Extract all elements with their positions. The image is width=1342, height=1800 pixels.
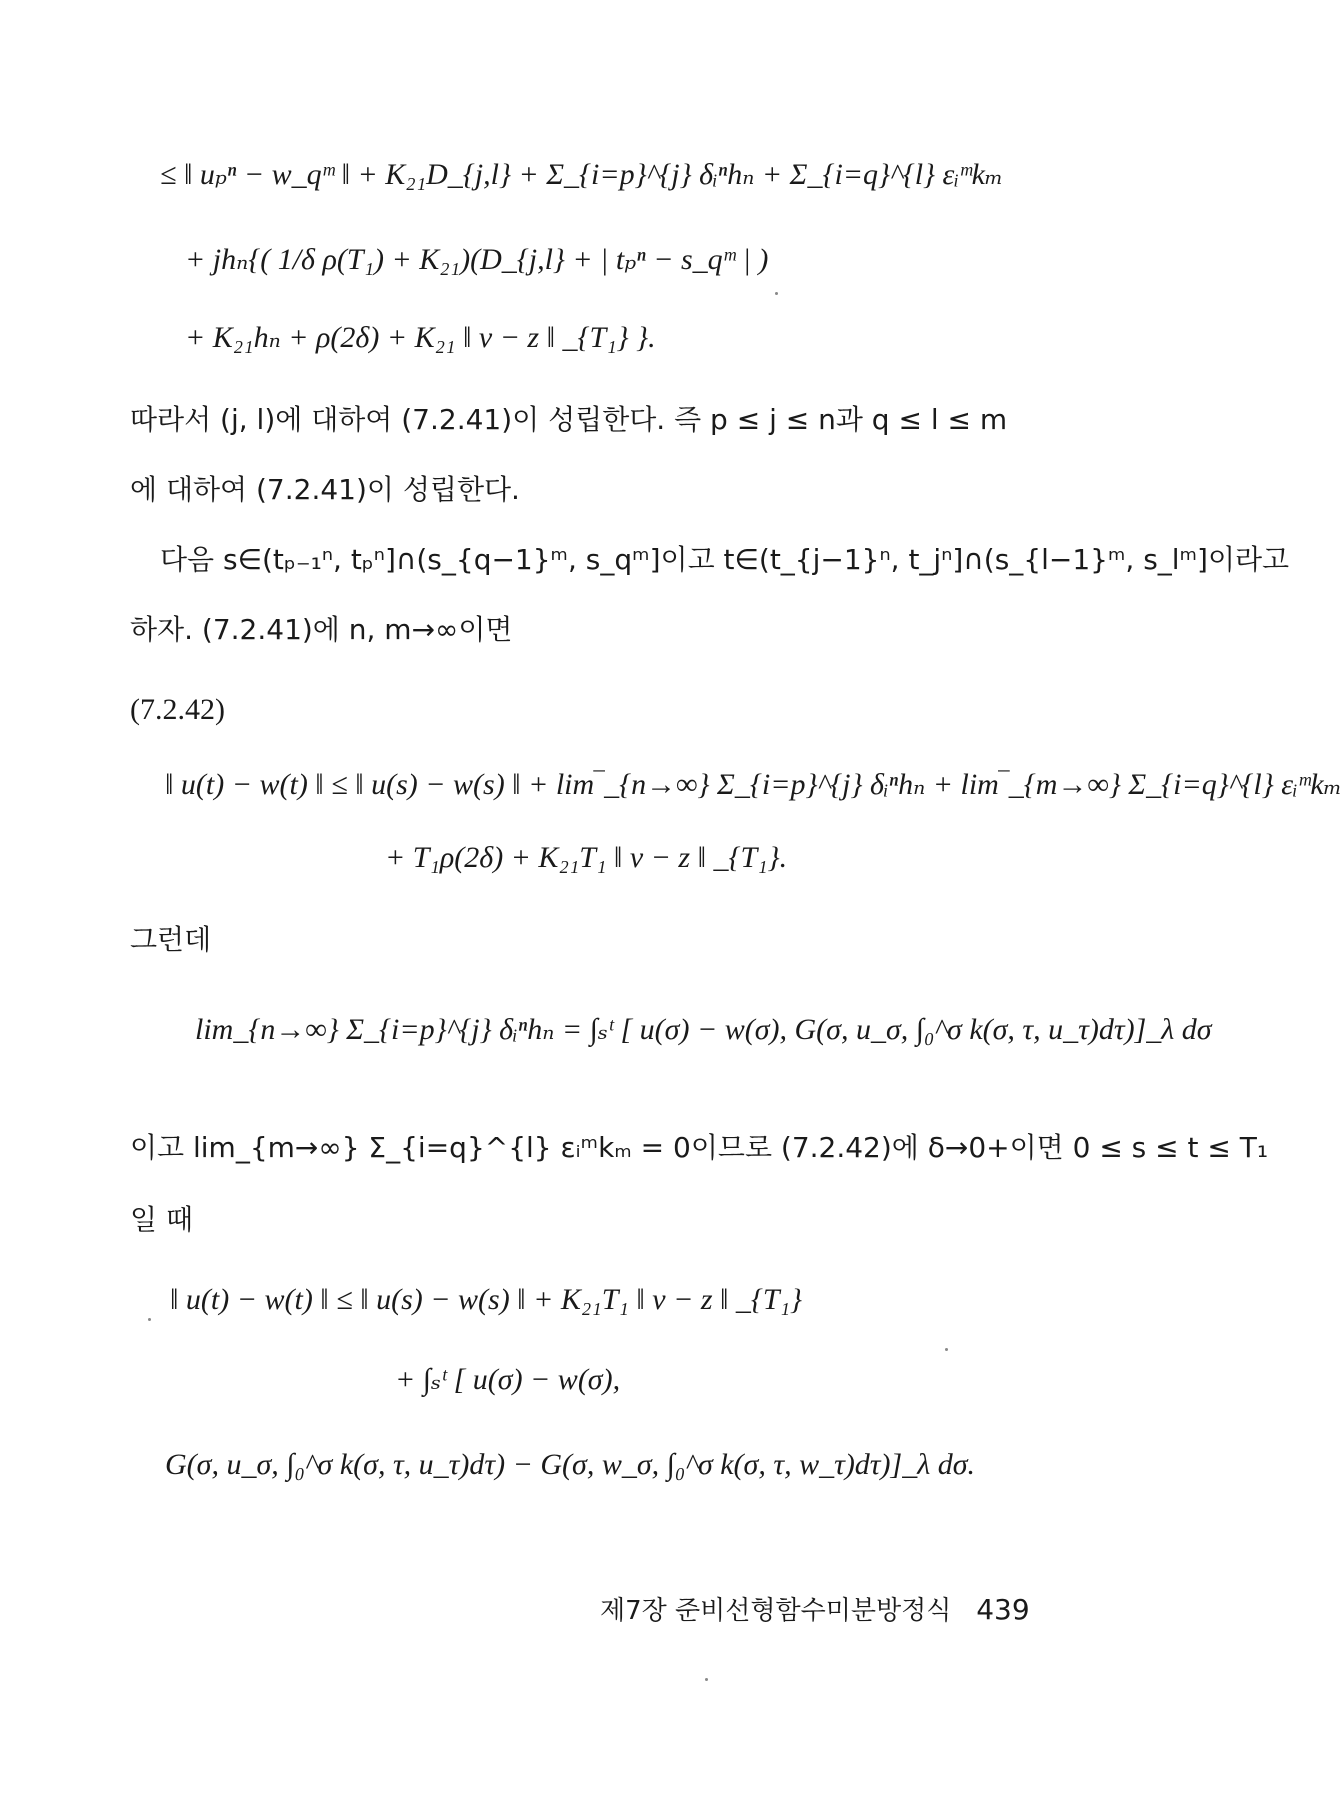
equation-line-4: ‖ u(t) − w(t) ‖ ≤ ‖ u(s) − w(s) ‖ + lim‾_{n→∞} Σ_{i=p}^{j} δᵢⁿhₙ + lim‾_{m→∞} Σ_{i=q}^{l} εᵢᵐkₘ (165, 768, 1342, 801)
scan-speck (705, 1678, 708, 1681)
paragraph-3: 그런데 (130, 923, 212, 956)
equation-line-2: + jhₙ{( 1/δ ρ(T₁) + K₂₁)(D_{j,l} + | tₚⁿ − s_qᵐ | ) (185, 243, 769, 276)
paragraph-4-line-2: 일 때 (130, 1203, 193, 1236)
equation-label: (7.2.42) (130, 693, 225, 726)
paragraph-2-line-2: 하자. (7.2.41)에 n, m→∞이면 (130, 613, 513, 646)
chapter-title: 제7장 준비선형함수미분방정식 (600, 1596, 952, 1626)
equation-line-3: + K₂₁hₙ + ρ(2δ) + K₂₁ ‖ v − z ‖ _{T₁} }. (185, 321, 656, 354)
page-number: 439 (976, 1593, 1030, 1626)
paragraph-4-line-1: 이고 lim_{m→∞} Σ_{i=q}^{l} εᵢᵐkₘ = 0이므로 (7.2.42)에 δ→0+이면 0 ≤ s ≤ t ≤ T₁ (130, 1131, 1269, 1164)
scan-speck (148, 1318, 151, 1321)
equation-line-6: lim_{n→∞} Σ_{i=p}^{j} δᵢⁿhₙ = ∫ₛᵗ [ u(σ) − w(σ), G(σ, u_σ, ∫₀^σ k(σ, τ, u_τ)dτ)]_λ dσ (195, 1013, 1212, 1046)
paragraph-2-line-1: 다음 s∈(tₚ₋₁ⁿ, tₚⁿ]∩(s_{q−1}ᵐ, s_qᵐ]이고 t∈(t_{j−1}ⁿ, t_jⁿ]∩(s_{l−1}ᵐ, s_lᵐ]이라고 (160, 543, 1290, 576)
paragraph-1-line-2: 에 대하여 (7.2.41)이 성립한다. (130, 473, 520, 506)
scan-speck (775, 292, 778, 295)
scan-speck (945, 1348, 948, 1351)
equation-line-5: + T₁ρ(2δ) + K₂₁T₁ ‖ v − z ‖ _{T₁}. (385, 841, 788, 874)
page-footer (600, 1590, 1030, 1627)
equation-line-7: ‖ u(t) − w(t) ‖ ≤ ‖ u(s) − w(s) ‖ + K₂₁T₁ ‖ v − z ‖ _{T₁} (170, 1283, 803, 1316)
paragraph-1-line-1: 따라서 (j, l)에 대하여 (7.2.41)이 성립한다. 즉 p ≤ j ≤ n과 q ≤ l ≤ m (130, 403, 1008, 436)
equation-line-8: + ∫ₛᵗ [ u(σ) − w(σ), (395, 1363, 621, 1396)
equation-line-1: ≤ ‖ uₚⁿ − w_qᵐ ‖ + K₂₁D_{j,l} + Σ_{i=p}^{j} δᵢⁿhₙ + Σ_{i=q}^{l} εᵢᵐkₘ (160, 158, 1004, 191)
equation-line-9: G(σ, u_σ, ∫₀^σ k(σ, τ, u_τ)dτ) − G(σ, w_σ, ∫₀^σ k(σ, τ, w_τ)dτ)]_λ dσ. (165, 1448, 975, 1481)
